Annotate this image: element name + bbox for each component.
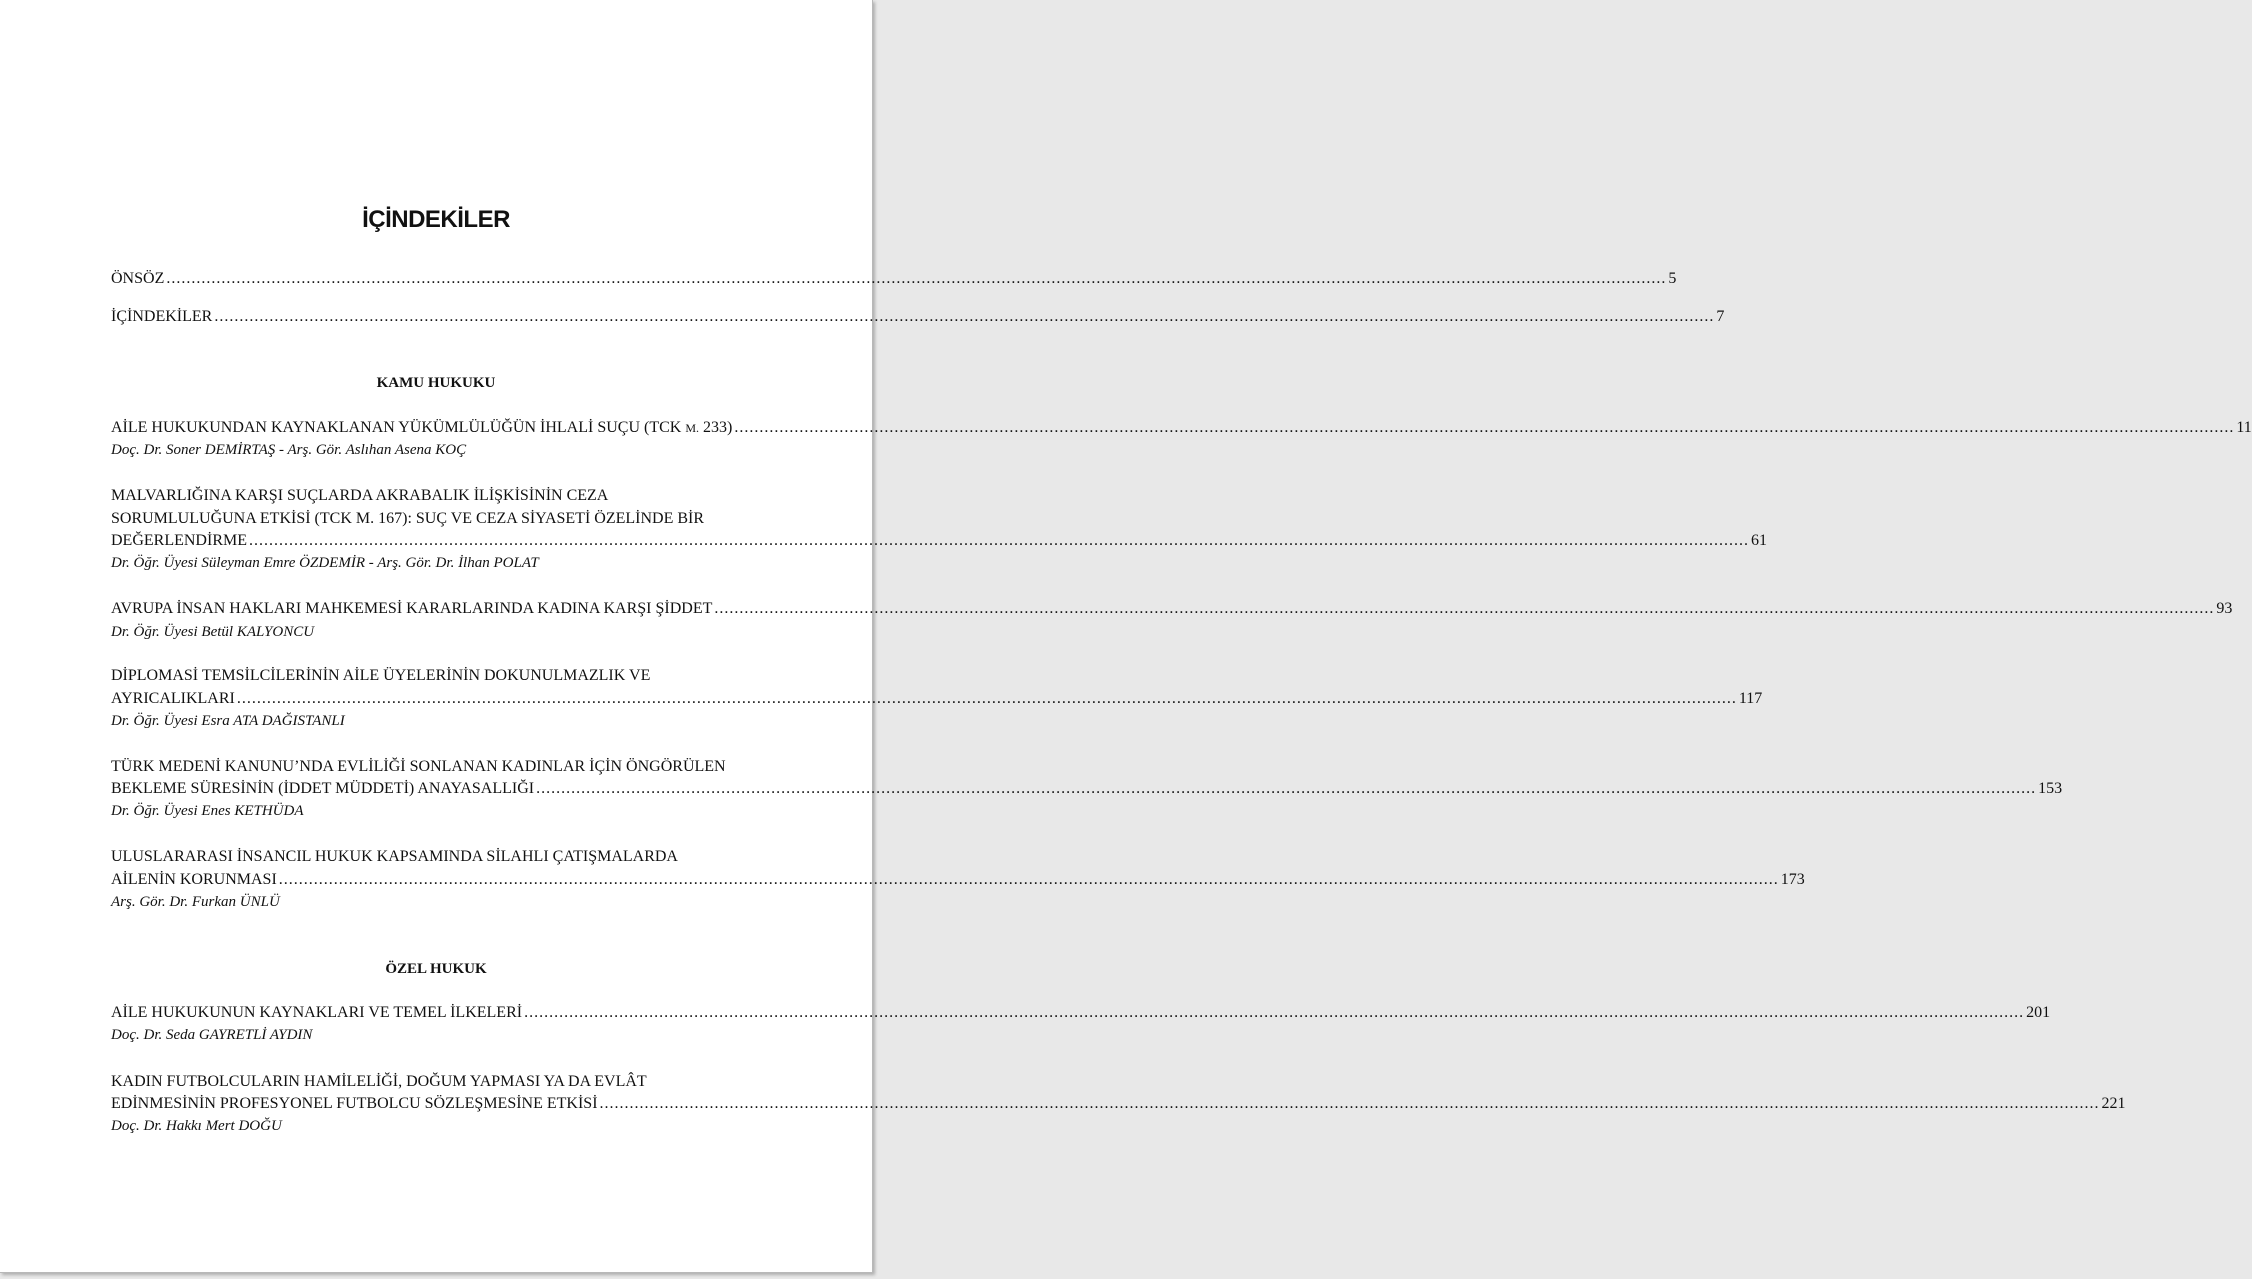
toc-entry[interactable] <box>111 689 1763 709</box>
toc-entry-title: BEKLEME SÜRESİNİN (İDDET MÜDDETİ) ANAYASALLIĞI <box>111 780 535 797</box>
toc-entry-title-line: MALVARLIĞINA KARŞI SUÇLARDA AKRABALIK İLİŞKİSİNİN CEZA <box>111 487 609 504</box>
toc-entry-title: DEĞERLENDİRME <box>111 532 247 549</box>
toc-page-number: 11 <box>2236 419 2252 436</box>
toc-entry-title-line: KADIN FUTBOLCULARIN HAMİLELİĞİ, DOĞUM YAPMASI YA DA EVLÂT <box>111 1073 647 1090</box>
toc-entry[interactable] <box>111 418 2252 438</box>
toc-entry[interactable] <box>111 870 1805 890</box>
section-heading-ozel-hukuk: ÖZEL HUKUK <box>385 961 487 977</box>
toc-entry[interactable] <box>111 531 1767 551</box>
toc-entry-author: Dr. Öğr. Üyesi Betül KALYONCU <box>111 624 315 640</box>
toc-entry-author: Dr. Öğr. Üyesi Esra ATA DAĞISTANLI <box>111 713 345 729</box>
toc-entry[interactable] <box>111 1003 2051 1023</box>
toc-page-number: 7 <box>1716 308 1725 325</box>
dot-leader: ............................................................................................................................................................................................................................................................................................................ <box>166 270 1667 287</box>
toc-entry-title-line: SORUMLULUĞUNA ETKİSİ (TCK M. 167): SUÇ VE CEZA SİYASETİ ÖZELİNDE BİR <box>111 510 705 527</box>
toc-entry-author: Dr. Öğr. Üyesi Enes KETHÜDA <box>111 803 304 819</box>
dot-leader: ............................................................................................................................................................................................................................................................................................................ <box>278 871 1779 888</box>
toc-entry-onsoz[interactable] <box>111 269 1677 289</box>
toc-entry-title: AİLENİN KORUNMASI <box>111 871 277 888</box>
toc-entry-title-line: DİPLOMASİ TEMSİLCİLERİNİN AİLE ÜYELERİNİN DOKUNULMAZLIK VE <box>111 667 651 684</box>
toc-entry-author: Doç. Dr. Seda GAYRETLİ AYDIN <box>111 1027 313 1043</box>
toc-entry-author: Doç. Dr. Hakkı Mert DOĞU <box>111 1118 282 1134</box>
dot-leader: ............................................................................................................................................................................................................................................................................................................ <box>599 1095 2100 1112</box>
toc-entry-title: EDİNMESİNİN PROFESYONEL FUTBOLCU SÖZLEŞMESİNE ETKİSİ <box>111 1095 598 1112</box>
toc-entry-author: Arş. Gör. Dr. Furkan ÜNLÜ <box>111 894 280 910</box>
toc-entry-title: ÖNSÖZ <box>111 270 165 287</box>
toc-entry-title: AVRUPA İNSAN HAKLARI MAHKEMESİ KARARLARINDA KADINA KARŞI ŞİDDET <box>111 600 713 617</box>
dot-leader: ............................................................................................................................................................................................................................................................................................................ <box>236 690 1737 707</box>
toc-entry[interactable] <box>111 1094 2126 1114</box>
toc-entry[interactable] <box>111 779 2063 799</box>
toc-page-number: 117 <box>1738 690 1763 707</box>
page-title: İÇİNDEKİLER <box>362 206 510 233</box>
toc-entry-author: Doç. Dr. Soner DEMİRTAŞ - Arş. Gör. Aslıhan Asena KOÇ <box>111 442 467 458</box>
toc-entry-icindekiler[interactable] <box>111 307 1725 327</box>
toc-page-number: 221 <box>2101 1095 2126 1112</box>
dot-leader: ............................................................................................................................................................................................................................................................................................................ <box>524 1004 2025 1021</box>
toc-page-number: 153 <box>2038 780 2063 797</box>
dot-leader: ............................................................................................................................................................................................................................................................................................................ <box>214 308 1715 325</box>
toc-page-number: 93 <box>2216 600 2233 617</box>
toc-entry-title-line: TÜRK MEDENİ KANUNU’NDA EVLİLİĞİ SONLANAN KADINLAR İÇİN ÖNGÖRÜLEN <box>111 758 726 775</box>
dot-leader: ............................................................................................................................................................................................................................................................................................................ <box>714 600 2215 617</box>
dot-leader: ............................................................................................................................................................................................................................................................................................................ <box>536 780 2037 797</box>
dot-leader: ............................................................................................................................................................................................................................................................................................................ <box>248 532 1749 549</box>
toc-page-number: 5 <box>1668 270 1677 287</box>
toc-entry-title: AİLE HUKUKUNDAN KAYNAKLANAN YÜKÜMLÜLÜĞÜN İHLALİ SUÇU (TCK M. 233) <box>111 419 733 436</box>
dot-leader: ............................................................................................................................................................................................................................................................................................................ <box>734 419 2235 436</box>
toc-page-number: 61 <box>1750 532 1767 549</box>
toc-page-number: 201 <box>2026 1004 2051 1021</box>
toc-entry-title: İÇİNDEKİLER <box>111 308 213 325</box>
toc-entry-title: AİLE HUKUKUNUN KAYNAKLARI VE TEMEL İLKELERİ <box>111 1004 523 1021</box>
toc-entry-title-line: ULUSLARARASI İNSANCIL HUKUK KAPSAMINDA SİLAHLI ÇATIŞMALARDA <box>111 848 678 865</box>
toc-page-number: 173 <box>1780 871 1805 888</box>
section-heading-kamu-hukuku: KAMU HUKUKU <box>376 375 496 391</box>
toc-entry-title: AYRICALIKLARI <box>111 690 235 707</box>
toc-entry-author: Dr. Öğr. Üyesi Süleyman Emre ÖZDEMİR - Arş. Gör. Dr. İlhan POLAT <box>111 555 539 571</box>
toc-entry[interactable] <box>111 599 2233 619</box>
